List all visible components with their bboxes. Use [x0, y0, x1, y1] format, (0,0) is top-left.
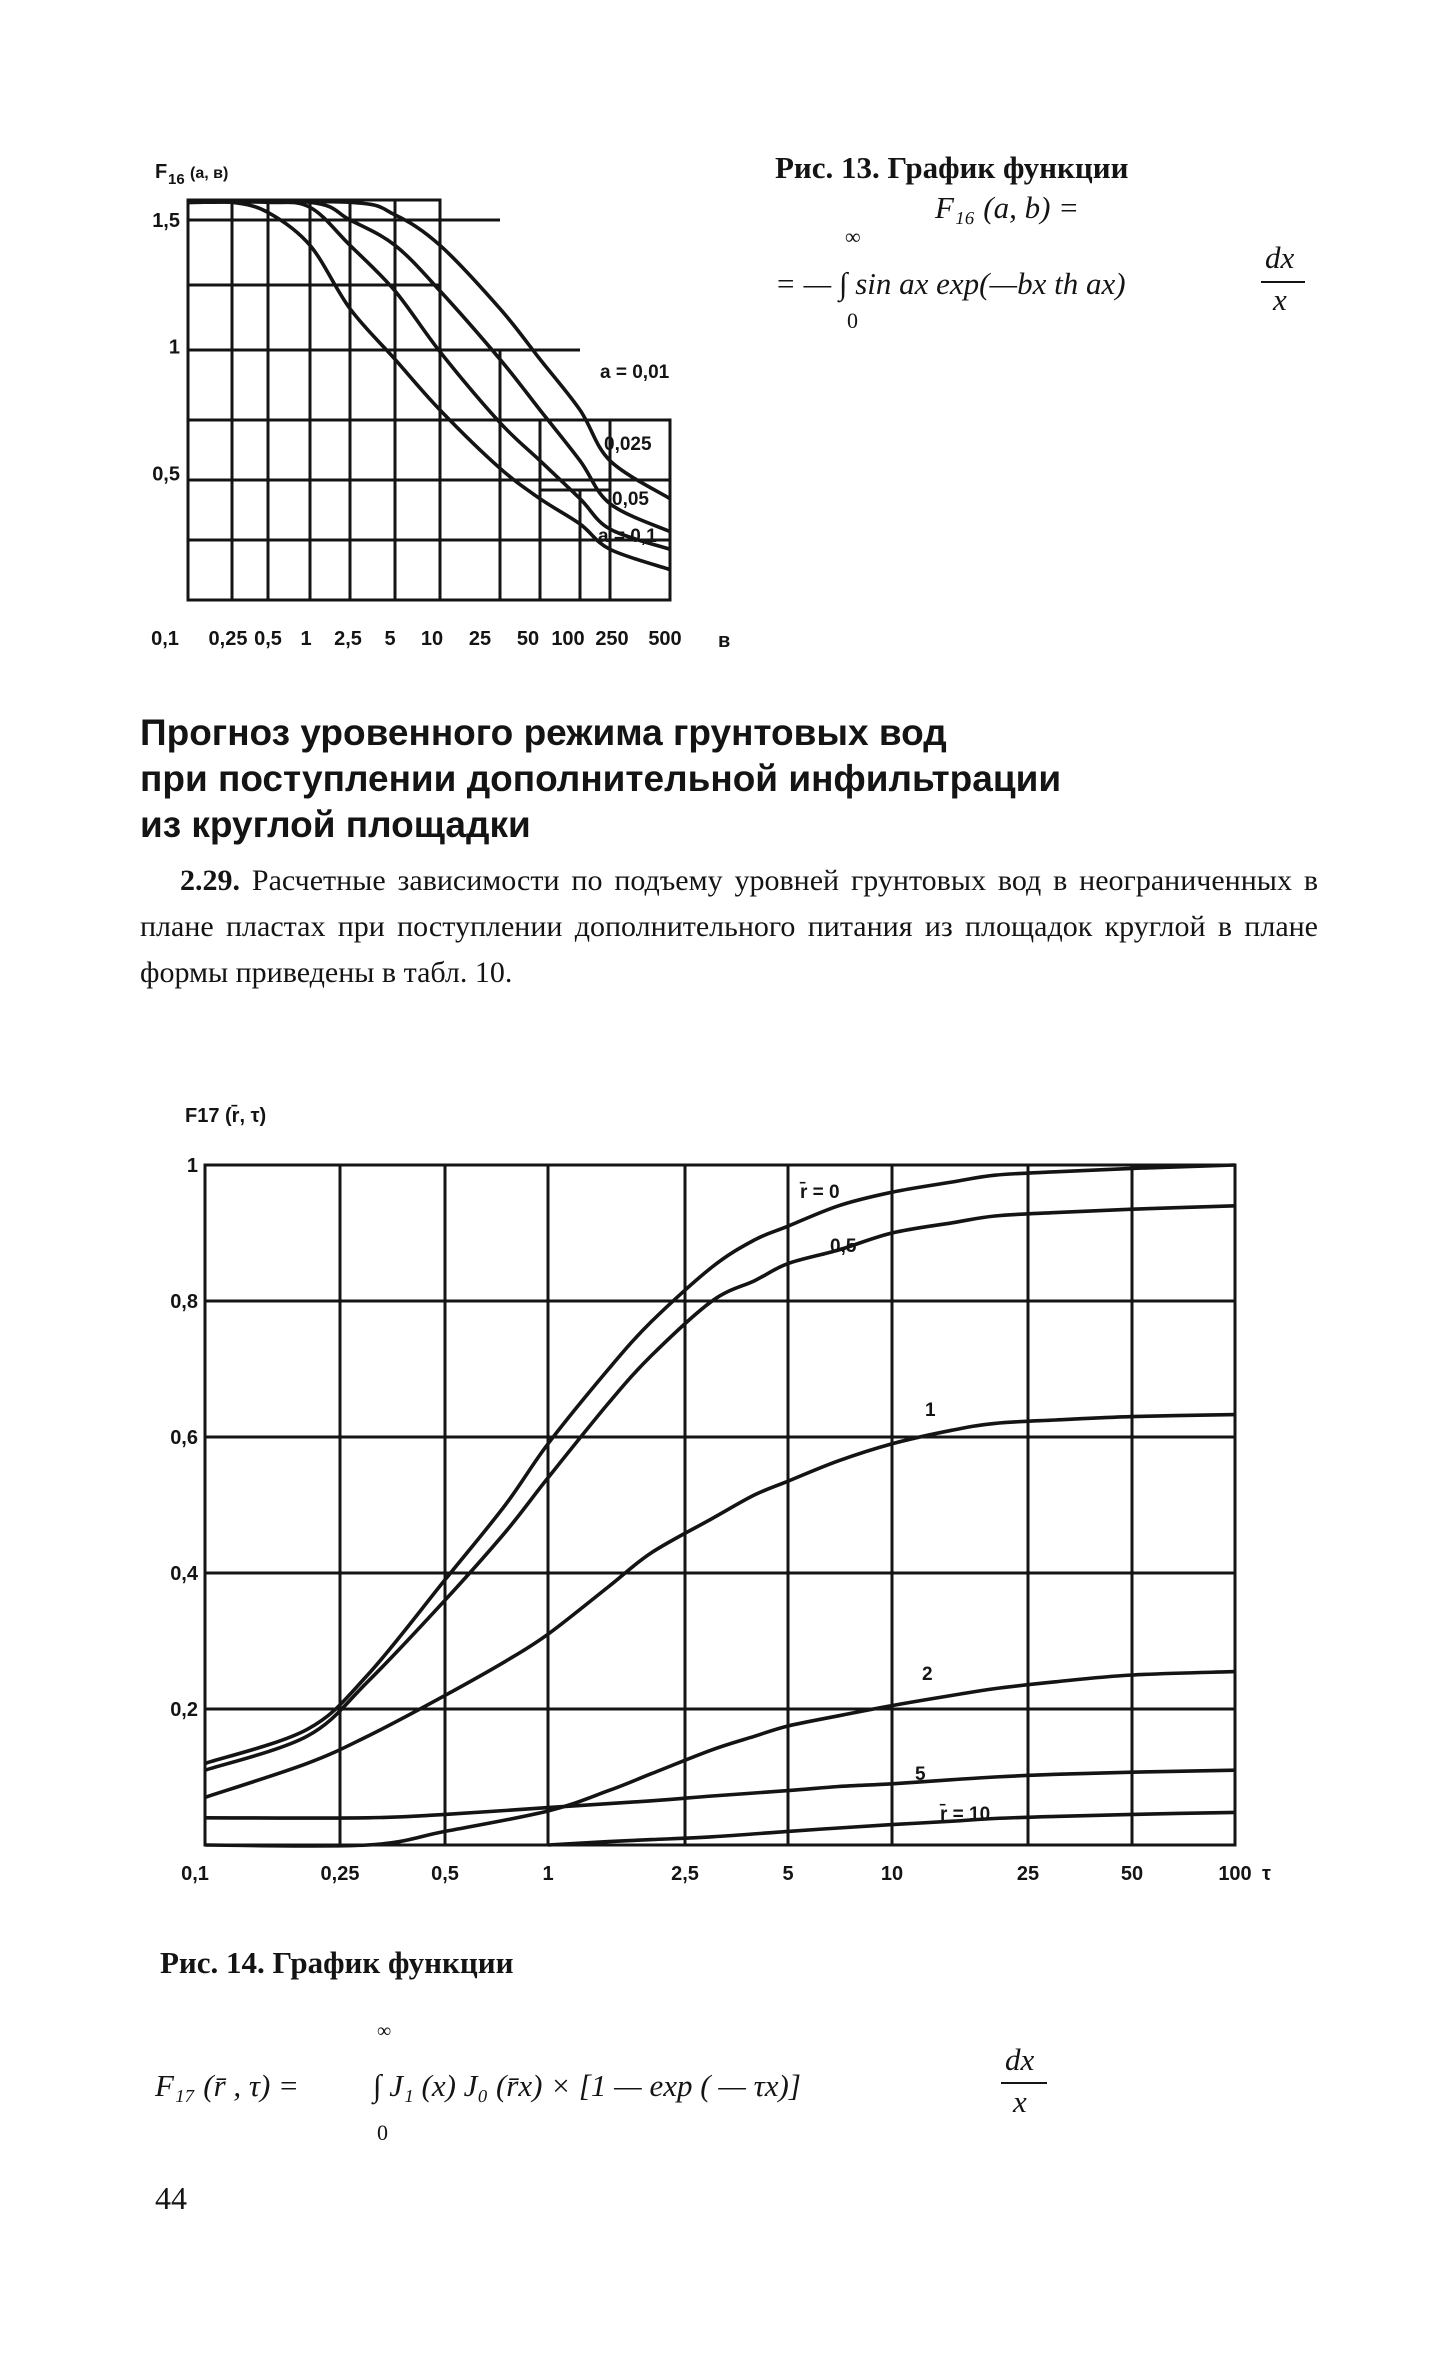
fig13-x-tick: 50	[516, 628, 540, 650]
section-heading-line-2: при поступлении дополнительной инфильтрации	[140, 758, 1062, 799]
paragraph-number: 2.29.	[180, 864, 240, 897]
fig13-x-ticks	[151, 628, 682, 650]
fig13-y-tick: 0,5	[152, 463, 180, 486]
fig13-curves	[188, 201, 670, 570]
fig14-series-0	[205, 1165, 1235, 1763]
fig14-series-4	[205, 1770, 1235, 1818]
fig13-caption-block	[775, 150, 1335, 333]
section-heading	[140, 710, 1340, 848]
fig14-curve-labels	[800, 1182, 991, 1825]
fig13-chart	[0, 0, 740, 680]
fig14-y-ticks	[170, 1155, 199, 1721]
fig14-x-tick: 25	[1016, 1863, 1040, 1885]
fig13-series-1	[188, 201, 670, 532]
fig13-x-tick: 25	[468, 628, 492, 650]
fig14-y-tick: 1	[186, 1155, 198, 1177]
fig13-y-tick: 1	[168, 336, 180, 359]
section-heading-line-3: из круглой площадки	[140, 804, 531, 845]
fig13-formula-body: = — ∫ sin ax exp(—bx th ax)	[775, 266, 1126, 301]
fig14-label-r10: r̄ = 10	[940, 1804, 991, 1825]
fig13-x-tick: 0,1	[151, 628, 179, 650]
fig14-label-r05: 0,5	[830, 1236, 857, 1257]
fig14-x-tick: 100	[1218, 1863, 1252, 1885]
fig14-formula-frac-den: x	[1013, 2084, 1027, 2119]
page-number: 44	[155, 2180, 187, 2216]
fig14-formula-lower: 0	[377, 2120, 388, 2145]
fig13-y-ticks	[152, 210, 180, 485]
fig13-x-tick: 5	[384, 628, 396, 650]
fig13-x-tick: 2,5	[334, 628, 362, 650]
fig13-formula-upper: ∞	[845, 224, 861, 249]
fig14-xlabel: τ	[1262, 1863, 1271, 1885]
fig14-formula-body: ∫ J₁ (x) J₀ (r̄x) × [1 — exp ( — τx)]	[373, 2068, 801, 2103]
body-paragraph	[140, 858, 1318, 996]
fig13-x-tick: 250	[595, 628, 629, 650]
fig14-series-3	[205, 1672, 1235, 1846]
fig14-caption: Рис. 14. График функции	[160, 1945, 514, 1980]
fig13-x-tick: 0,25	[208, 628, 248, 650]
fig13-formula-lower: 0	[847, 308, 858, 333]
svg-text:F: F	[155, 161, 168, 183]
fig14-x-tick: 50	[1120, 1863, 1144, 1885]
fig14-chart	[0, 1080, 1453, 1900]
fig14-label-r0: r̄ = 0	[800, 1182, 840, 1203]
fig14-y-tick: 0,6	[170, 1427, 198, 1449]
fig14-x-tick: 0,25	[320, 1863, 360, 1885]
fig14-label-r5: 5	[915, 1764, 926, 1785]
fig13-label-a0025: 0,025	[604, 434, 652, 455]
fig14-y-tick: 0,8	[170, 1291, 198, 1313]
fig13-series-3	[188, 202, 670, 570]
fig13-label-a01: a = 0,1	[598, 526, 657, 547]
fig13-ylabel: (a, в)	[190, 165, 229, 182]
fig14-grid	[205, 1165, 1235, 1845]
fig14-curves	[205, 1165, 1235, 1846]
fig14-x-tick: 0,1	[181, 1863, 209, 1885]
fig13-x-tick: 10	[420, 628, 444, 650]
fig14-formula	[155, 2020, 1155, 2160]
fig13-formula-frac-den: x	[1273, 282, 1287, 317]
fig14-x-tick: 0,5	[431, 1863, 459, 1885]
fig13-x-tick: 100	[551, 628, 585, 650]
svg-text:16: 16	[168, 171, 185, 188]
fig14-x-tick: 10	[880, 1863, 904, 1885]
fig14-x-tick: 1	[542, 1863, 554, 1885]
fig13-formula-frac-num: dx	[1265, 240, 1295, 275]
fig14-formula-left: F₁₇ (r̄ , τ) =	[155, 2068, 299, 2103]
fig13-xlabel: в	[718, 630, 731, 652]
fig13-formula-line1: F₁₆ (a, b) =	[935, 190, 1080, 225]
fig13-x-tick: 500	[648, 628, 682, 650]
fig13-label-a005: 0,05	[612, 489, 649, 510]
fig13-label-a001: a = 0,01	[600, 362, 670, 383]
fig14-x-tick: 5	[782, 1863, 794, 1885]
paragraph-text: Расчетные зависимости по подъему уровней грунтовых вод в неограниченных в плане пластах при поступлении дополнительного питания из площадок круглой в плане формы приведены в табл. 10.	[140, 864, 1318, 989]
fig13-x-tick: 0,5	[254, 628, 282, 650]
fig13-y-tick: 1,5	[152, 210, 180, 232]
fig14-label-r2: 2	[922, 1664, 933, 1685]
fig14-formula-frac-num: dx	[1005, 2042, 1035, 2077]
fig14-y-tick: 0,2	[170, 1699, 198, 1721]
fig14-series-2	[205, 1415, 1235, 1798]
fig14-ylabel: F17 (r̄, τ)	[185, 1105, 267, 1127]
fig13-x-tick: 1	[300, 628, 312, 650]
fig14-gridlines	[205, 1165, 1235, 1845]
fig14-label-r1: 1	[925, 1400, 936, 1421]
fig14-x-tick: 2,5	[671, 1863, 699, 1885]
fig13-series-2	[188, 202, 670, 549]
fig14-y-tick: 0,4	[170, 1563, 198, 1585]
section-heading-line-1: Прогноз уровенного режима грунтовых вод	[140, 712, 947, 753]
fig14-formula-upper: ∞	[377, 2020, 392, 2042]
fig14-x-ticks	[181, 1863, 1252, 1885]
fig13-caption: Рис. 13. График функции	[775, 150, 1129, 185]
